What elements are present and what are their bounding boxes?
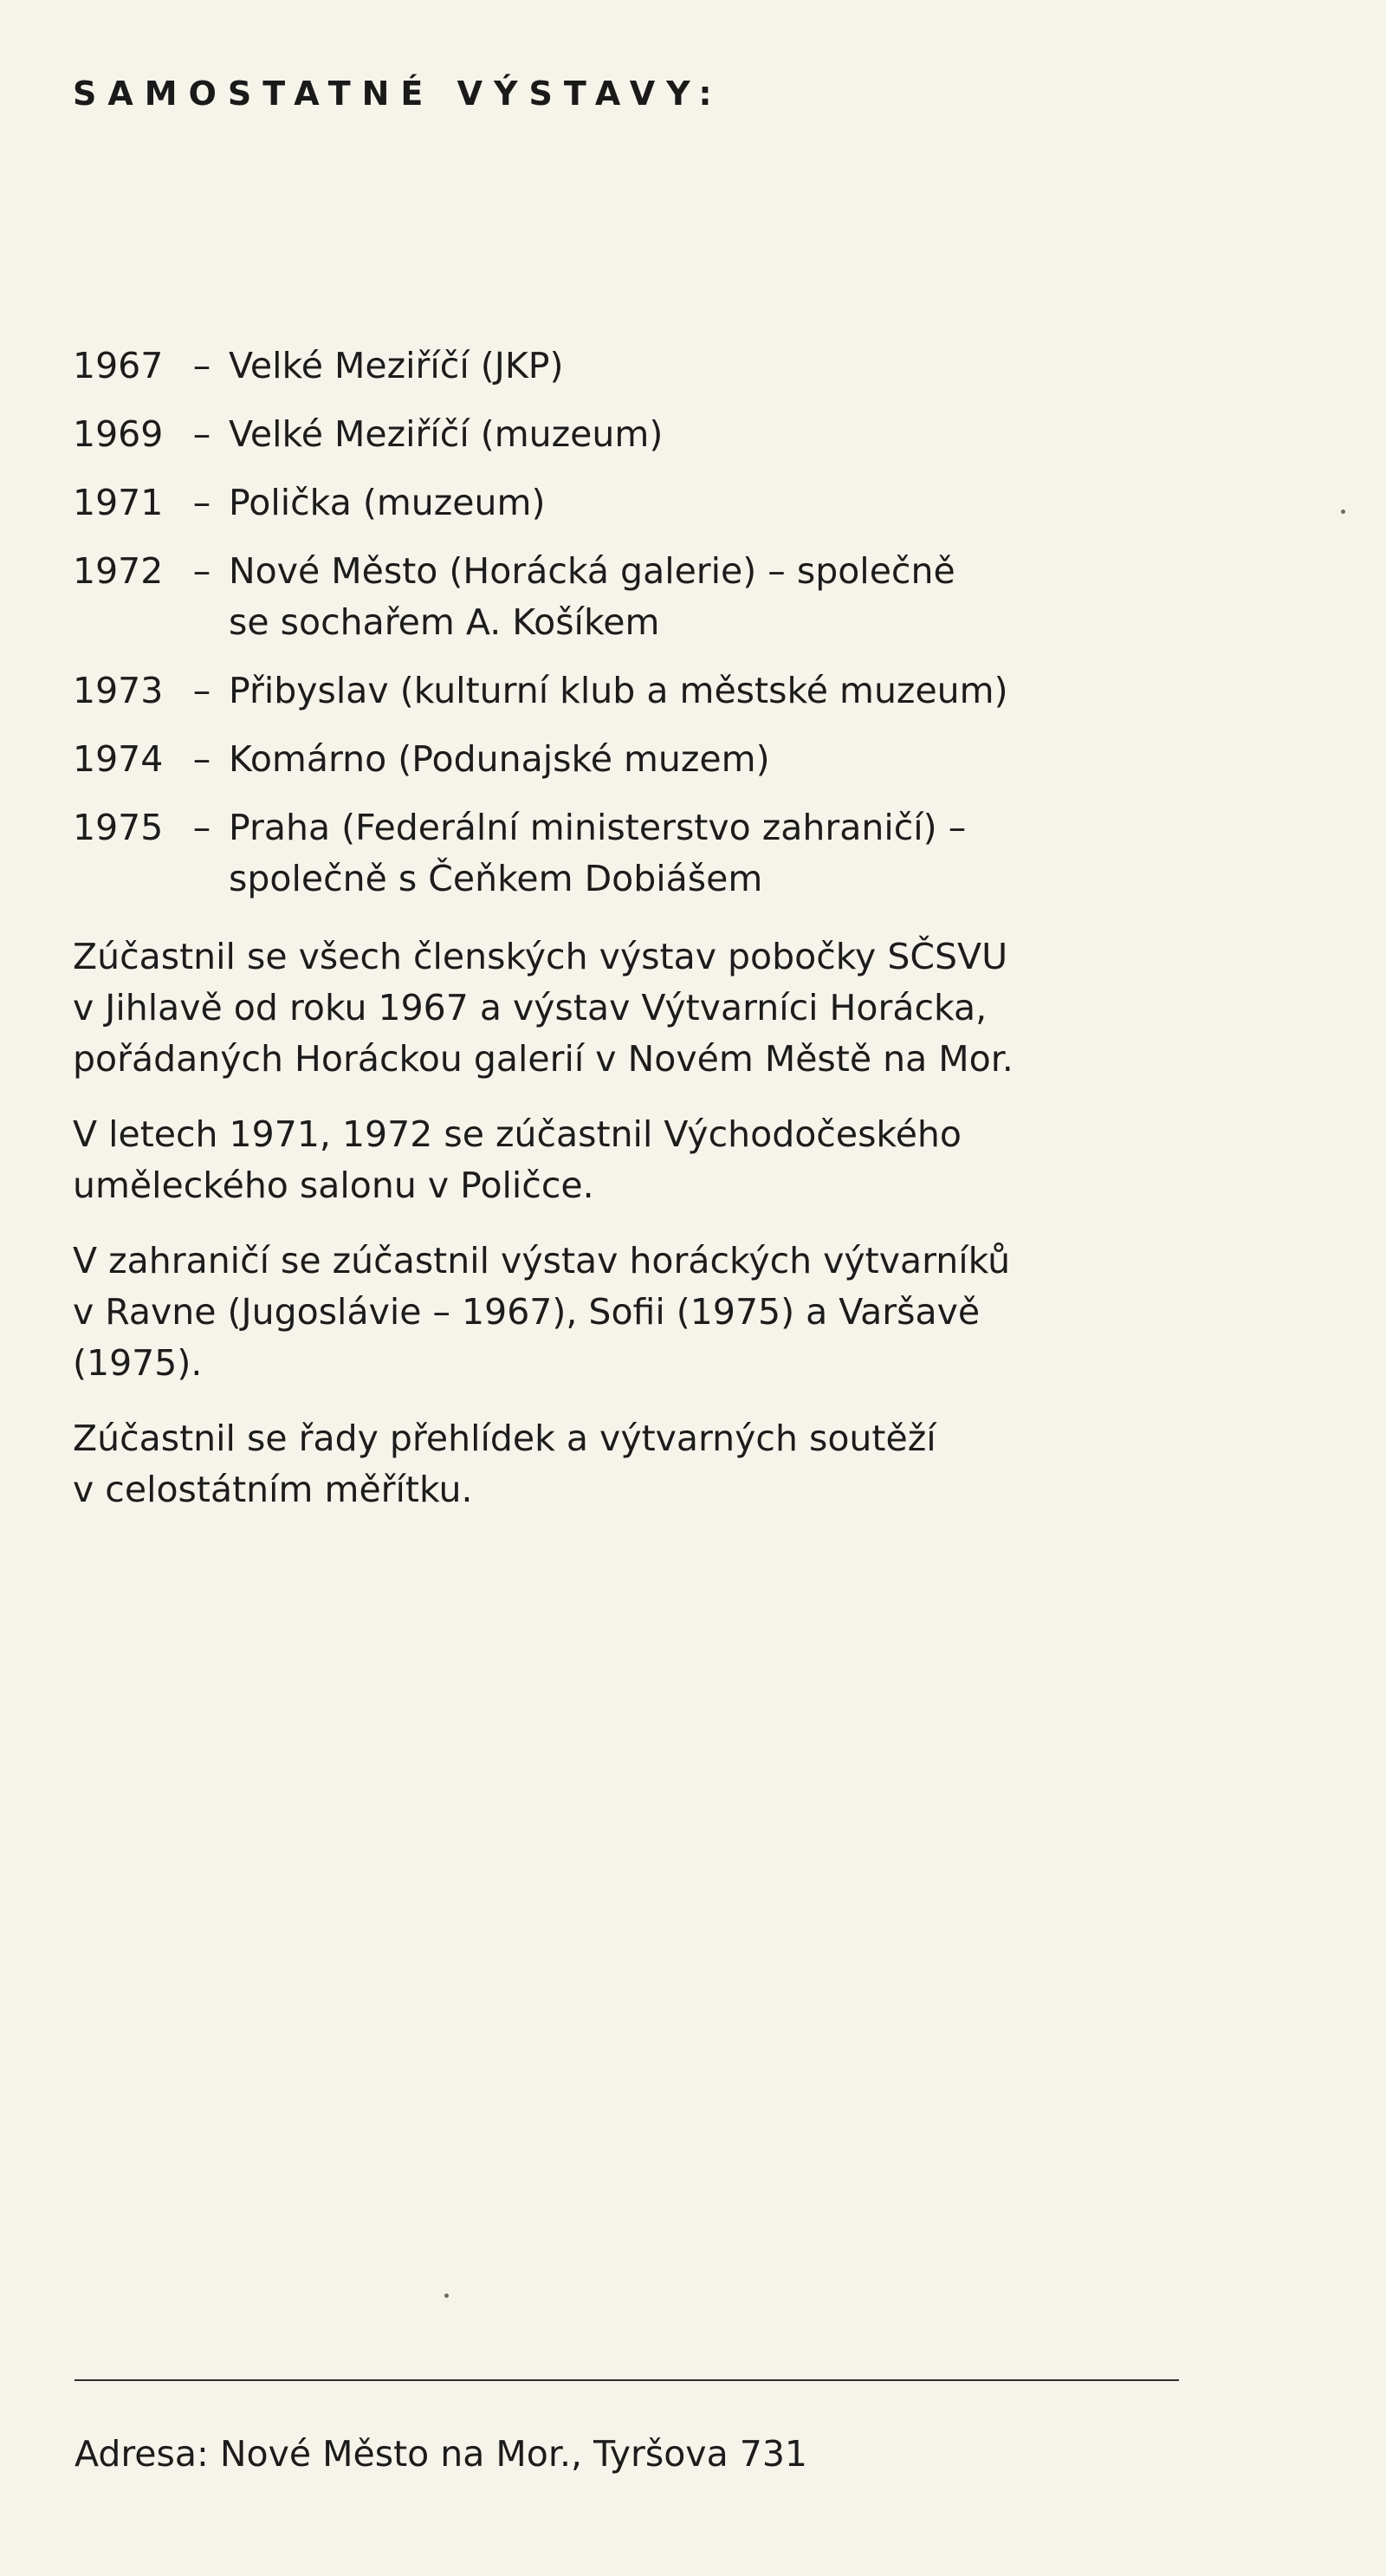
exhibition-line: Přibyslav (kulturní klub a městské muzeum) [229, 670, 1008, 711]
exhibition-year: 1974 [73, 738, 164, 780]
paragraph-line: v Ravne (Jugoslávie – 1967), Sofii (1975) a Varšavě [73, 1291, 981, 1333]
dash-separator: – [192, 482, 211, 523]
exhibition-line: společně s Čeňkem Dobiášem [229, 858, 763, 899]
paragraph [73, 931, 1216, 1085]
paragraph-line: V zahraničí se zúčastnil výstav horáckých výtvarníků [73, 1240, 1011, 1282]
exhibition-year: 1971 [73, 482, 164, 523]
exhibition-line: Polička (muzeum) [229, 482, 546, 523]
exhibition-description [229, 477, 1147, 529]
exhibition-entry [73, 734, 1199, 785]
paragraph [73, 1236, 1216, 1389]
section-heading: SAMOSTATNÉ VÝSTAVY: [73, 75, 723, 113]
paragraph-line: Zúčastnil se všech členských výstav pobočky SČSVU [73, 936, 1008, 977]
exhibition-entry [73, 802, 1199, 905]
dash-separator: – [192, 738, 211, 780]
paragraph-line: Zúčastnil se řady přehlídek a výtvarných soutěží [73, 1418, 936, 1459]
exhibition-description [229, 802, 1147, 905]
paragraph-line: v celostátním měřítku. [73, 1469, 473, 1510]
exhibition-entry [73, 409, 1199, 460]
exhibition-line: Nové Město (Horácká galerie) – společně [229, 550, 955, 592]
paper-speck [1341, 509, 1345, 514]
paragraph [73, 1109, 1216, 1211]
exhibition-year: 1975 [73, 807, 164, 848]
exhibition-line: Velké Meziříčí (JKP) [229, 345, 564, 386]
paragraph-line: V letech 1971, 1972 se zúčastnil Východočeského [73, 1113, 962, 1155]
exhibition-line: se sochařem A. Košíkem [229, 601, 660, 643]
address-line: Adresa: Nové Město na Mor., Tyršova 731 [74, 2433, 807, 2475]
paragraph-line: uměleckého salonu v Poličce. [73, 1165, 594, 1206]
horizontal-divider [74, 2379, 1179, 2381]
paper-speck [444, 2294, 449, 2298]
body-text [73, 931, 1216, 1540]
exhibition-list [73, 341, 1199, 922]
dash-separator: – [192, 670, 211, 711]
paragraph-line: (1975). [73, 1342, 203, 1384]
exhibition-description [229, 341, 1147, 392]
dash-separator: – [192, 550, 211, 592]
exhibition-line: Komárno (Podunajské muzem) [229, 738, 770, 780]
dash-separator: – [192, 807, 211, 848]
exhibition-description [229, 734, 1147, 785]
dash-separator: – [192, 413, 211, 455]
exhibition-line: Praha (Federální ministerstvo zahraničí) – [229, 807, 967, 848]
exhibition-description [229, 546, 1147, 648]
exhibition-entry [73, 477, 1199, 529]
dash-separator: – [192, 345, 211, 386]
exhibition-year: 1973 [73, 670, 164, 711]
exhibition-year: 1972 [73, 550, 164, 592]
exhibition-year: 1967 [73, 345, 164, 386]
paragraph [73, 1413, 1216, 1515]
exhibition-description [229, 665, 1147, 717]
exhibition-year: 1969 [73, 413, 164, 455]
exhibition-line: Velké Meziříčí (muzeum) [229, 413, 664, 455]
exhibition-entry [73, 546, 1199, 648]
paragraph-line: pořádaných Horáckou galerií v Novém Městě na Mor. [73, 1038, 1014, 1080]
exhibition-entry [73, 665, 1199, 717]
exhibition-description [229, 409, 1147, 460]
paragraph-line: v Jihlavě od roku 1967 a výstav Výtvarníci Horácka, [73, 987, 988, 1028]
exhibition-entry [73, 341, 1199, 392]
